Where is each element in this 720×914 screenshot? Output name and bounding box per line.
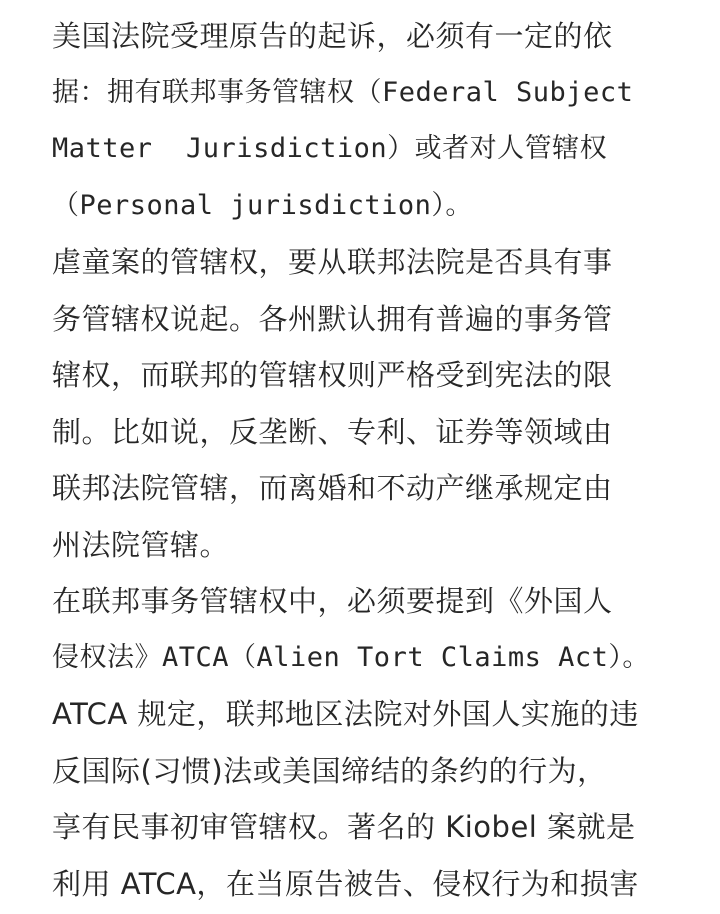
text-line: 反国际(习惯)法或美国缔结的条约的行为， (52, 753, 607, 788)
text-line: 务管辖权说起。各州默认拥有普遍的事务管 (52, 301, 613, 336)
text-line: 侵权法》ATCA（Alien Tort Claims Act）。 (52, 641, 650, 673)
article-body (52, 8, 712, 912)
text-line: 美国法院受理原告的起诉，必须有一定的依 (52, 19, 613, 53)
text-line: 州法院管辖。 (52, 527, 230, 562)
text-line: 在联邦事务管辖权中，必须要提到《外国人 (52, 584, 613, 618)
text-line: 虐童案的管辖权，要从联邦法院是否具有事 (52, 245, 613, 279)
text-line: 制。比如说，反垄断、专利、证券等领域由 (52, 414, 613, 449)
text-line: ATCA 规定，联邦地区法院对外国人实施的违 (52, 697, 639, 731)
text-line: 据：拥有联邦事务管辖权（Federal Subject (52, 76, 634, 108)
text-line: 联邦法院管辖，而离婚和不动产继承规定由 (52, 471, 613, 505)
text-line: （Personal jurisdiction）。 (52, 189, 473, 221)
text-line: 辖权，而联邦的管辖权则严格受到宪法的限 (52, 358, 613, 392)
text-line: 享有民事初审管辖权。著名的 Kiobel 案就是 (52, 810, 636, 844)
text-line: Matter Jurisdiction）或者对人管辖权 (52, 133, 608, 164)
text-line: 利用 ATCA，在当原告被告、侵权行为和损害 (52, 866, 639, 901)
